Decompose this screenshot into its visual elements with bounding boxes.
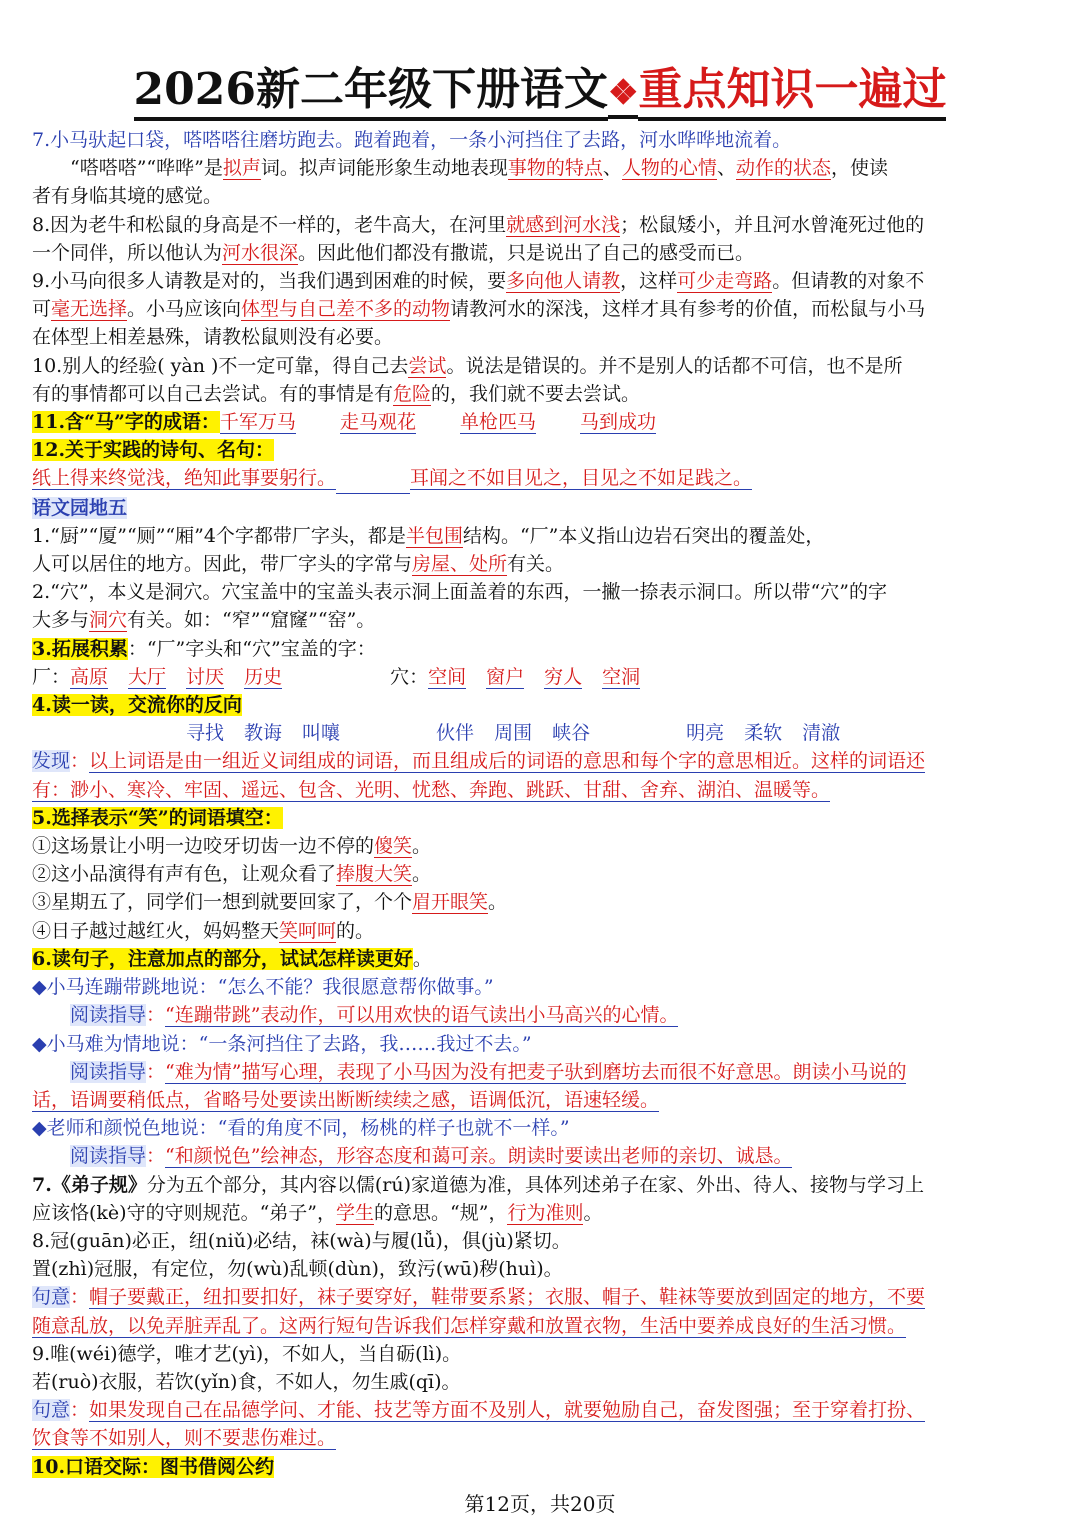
highlight-label: 5.选择表示“笑”的词语填空：: [32, 806, 283, 829]
text-line: 9.小马向很多人请教是对的，当我们遇到困难的时候，要多向他人请教，这样可少走弯路。但请教的对象不: [32, 270, 925, 293]
text-line: 可毫无选择。小马应该向体型与自己差不多的动物请教河水的深浅，这样才具有参考的价值，而松鼠与小马: [32, 298, 926, 321]
poem-line: 纸上得来终觉浅，绝知此事要躬行。 耳闻之不如目见之，目见之不如足践之。: [32, 464, 1048, 493]
text-line: 8.因为老牛和松鼠的身高是不一样的，老牛高大，在河里就感到河水浅；松鼠矮小，并且河水曾淹死过他的: [32, 213, 925, 236]
text-line: ①这场景让小明一边咬牙切齿一边不停的傻笑。: [32, 835, 432, 858]
section-heading: 语文园地五: [32, 496, 128, 519]
text-line: 7.《弟子规》分为五个部分，其内容以儒(rú)家道德为准，具体列述弟子在家、外出、待人、接物与学习上: [32, 1173, 925, 1196]
text-line: [32, 1453, 1048, 1481]
document-body: [32, 126, 1048, 1481]
text-line: ②这小品演得有声有色，让观众看了捧腹大笑。: [32, 863, 432, 886]
text-line: 1.“厨”“厦”“厕”“厢”4个字都带厂字头，都是半包围结构。“厂”本义指山边岩石突出的覆盖处，: [32, 524, 825, 547]
text-line: 有：渺小、寒冷、牢固、遥远、包含、光明、忧愁、奔跑、跳跃、甘甜、舍弃、湖泊、温暖等。: [32, 778, 831, 801]
text-line: 饮食等不如别人，则不要悲伤难过。: [32, 1427, 337, 1450]
highlight-label: 11.含“马”字的成语：: [32, 411, 220, 434]
diamond-icon: ❖: [608, 73, 638, 119]
text-line: 阅读指导：“和颜悦色”绘神态，形容态度和蔼可亲。朗读时要读出老师的亲切、诚恳。: [70, 1145, 793, 1168]
idiom-line: 11.含“马”字的成语：千军万马 走马观花 单枪匹马 马到成功: [32, 411, 656, 434]
text-line: 3.拓展积累：“厂”字头和“穴”宝盖的字：: [32, 637, 376, 660]
text-line: 一个同伴，所以他认为河水很深。因此他们都没有撒谎，只是说出了自己的感受而已。: [32, 241, 755, 264]
highlight-label: 12.关于实践的诗句、名句：: [32, 439, 275, 462]
text-line: “嗒嗒嗒”“哗哗”是拟声词。拟声词能形象生动地表现事物的特点、人物的心情、动作的状态，使读: [70, 157, 888, 180]
text-line: 话，语调要稍低点，省略号处要读出断断续续之感，语调低沉，语速轻缓。: [32, 1088, 660, 1111]
text-line: 人可以居住的地方。因此，带厂字头的字常与房屋、处所有关。: [32, 553, 565, 576]
highlight-label: 4.读一读，交流你的反向: [32, 694, 242, 717]
highlight-label: 6.读句子，注意加点的部分，试试怎样读更好: [32, 947, 413, 970]
text-line: 随意乱放，以免弄脏弄乱了。这两行短句告诉我们怎样穿戴和放置衣物，生活中要养成良好的生活习惯。: [32, 1314, 907, 1337]
text-line: 6.读句子，注意加点的部分，试试怎样读更好。: [32, 947, 432, 970]
text-line: 阅读指导：“连蹦带跳”表动作，可以用欢快的语气读出小马高兴的心情。: [70, 1004, 679, 1027]
text-line: 9.唯(wéi)德学，唯才艺(yì)，不如人，当自砺(lì)。: [32, 1342, 462, 1365]
text-line: 者有身临其境的感觉。: [32, 185, 223, 208]
text-line: 发现：以上词语是由一组近义词组成的词语，而且组成后的词语的意思和每个字的意思相近。这样的词语还: [32, 750, 926, 773]
text-line: 8.冠(guān)必正，纽(niǔ)必结，袜(wà)与履(lǚ)，俱(jù)紧切。: [32, 1229, 571, 1252]
text-line: [32, 436, 1048, 464]
text-line: 阅读指导：“难为情”描写心理，表现了小马因为没有把麦子驮到磨坊去而很不好意思。朗读小马说的: [70, 1060, 907, 1083]
text-line: ◆小马难为情地说：“一条河挡住了去路，我……我过不去。”: [32, 1032, 532, 1055]
text-line: 应该恪(kè)守的守则规范。“弟子”，学生的意思。“规”，行为准则。: [32, 1201, 603, 1224]
text-line: 有的事情都可以自己去尝试。有的事情是有危险的，我们就不要去尝试。: [32, 382, 641, 405]
text-line: ◆老师和颜悦色地说：“看的角度不同，杨桃的样子也就不一样。”: [32, 1117, 570, 1140]
text-line: ◆小马连蹦带跳地说：“怎么不能？我很愿意帮你做事。”: [32, 976, 494, 999]
title-highlight: 重点知识一遍过: [638, 64, 946, 121]
highlight-label: 3.拓展积累: [32, 637, 128, 660]
highlight-label: 10.口语交际：图书借阅公约: [32, 1455, 275, 1478]
text-line: 大多与洞穴有关。如：“窄”“窟窿”“窑”。: [32, 609, 376, 632]
text-line: 10.别人的经验( yàn )不一定可靠，得自己去尝试。说法是错误的。并不是别人的话都不可信，也不是所: [32, 354, 903, 377]
text-line: ④日子越过越红火，妈妈整天笑呵呵的。: [32, 919, 375, 942]
title-main: 2026新二年级下册语文: [134, 64, 608, 121]
text-line: ③星期五了，同学们一想到就要回家了，个个眉开眼笑。: [32, 891, 508, 914]
text-line: 若(ruò)衣服，若饮(yǐn)食，不如人，勿生戚(qī)。: [32, 1370, 461, 1393]
word-groups-line: 寻找 教诲 叫嚷 伙伴 周围 峡谷 明亮 柔软 清澈: [186, 722, 841, 745]
text-line: 句意：帽子要戴正，纽扣要扣好，袜子要穿好，鞋带要系紧；衣服、帽子、鞋袜等要放到固定的地方，不要: [32, 1286, 926, 1309]
page-title: [32, 0, 1048, 122]
text-line: 2.“穴”，本义是洞穴。穴宝盖中的宝盖头表示洞上面盖着的东西，一撇一捺表示洞口。所以带“穴”的字: [32, 581, 887, 604]
page-number: 第12页，共20页: [464, 1492, 616, 1516]
char-list-line: 厂：高原 大厅 讨厌 历史 穴：空间 窗户 穷人 空洞: [32, 665, 641, 688]
text-line: 句意：如果发现自己在品德学问、才能、技艺等方面不及别人，就要勉励自己，奋发图强；至于穿着打扮、: [32, 1399, 926, 1422]
text-line: [32, 691, 1048, 719]
text-line: [32, 804, 1048, 832]
text-line: 在体型上相差悬殊，请教松鼠则没有必要。: [32, 326, 394, 349]
text-line: 7.小马驮起口袋，嗒嗒嗒往磨坊跑去。跑着跑着，一条小河挡住了去路，河水哗哗地流着。: [32, 129, 792, 151]
text-line: 置(zhì)冠服，有定位，勿(wù)乱顿(dùn)，致污(wū)秽(huì)。: [32, 1258, 563, 1281]
